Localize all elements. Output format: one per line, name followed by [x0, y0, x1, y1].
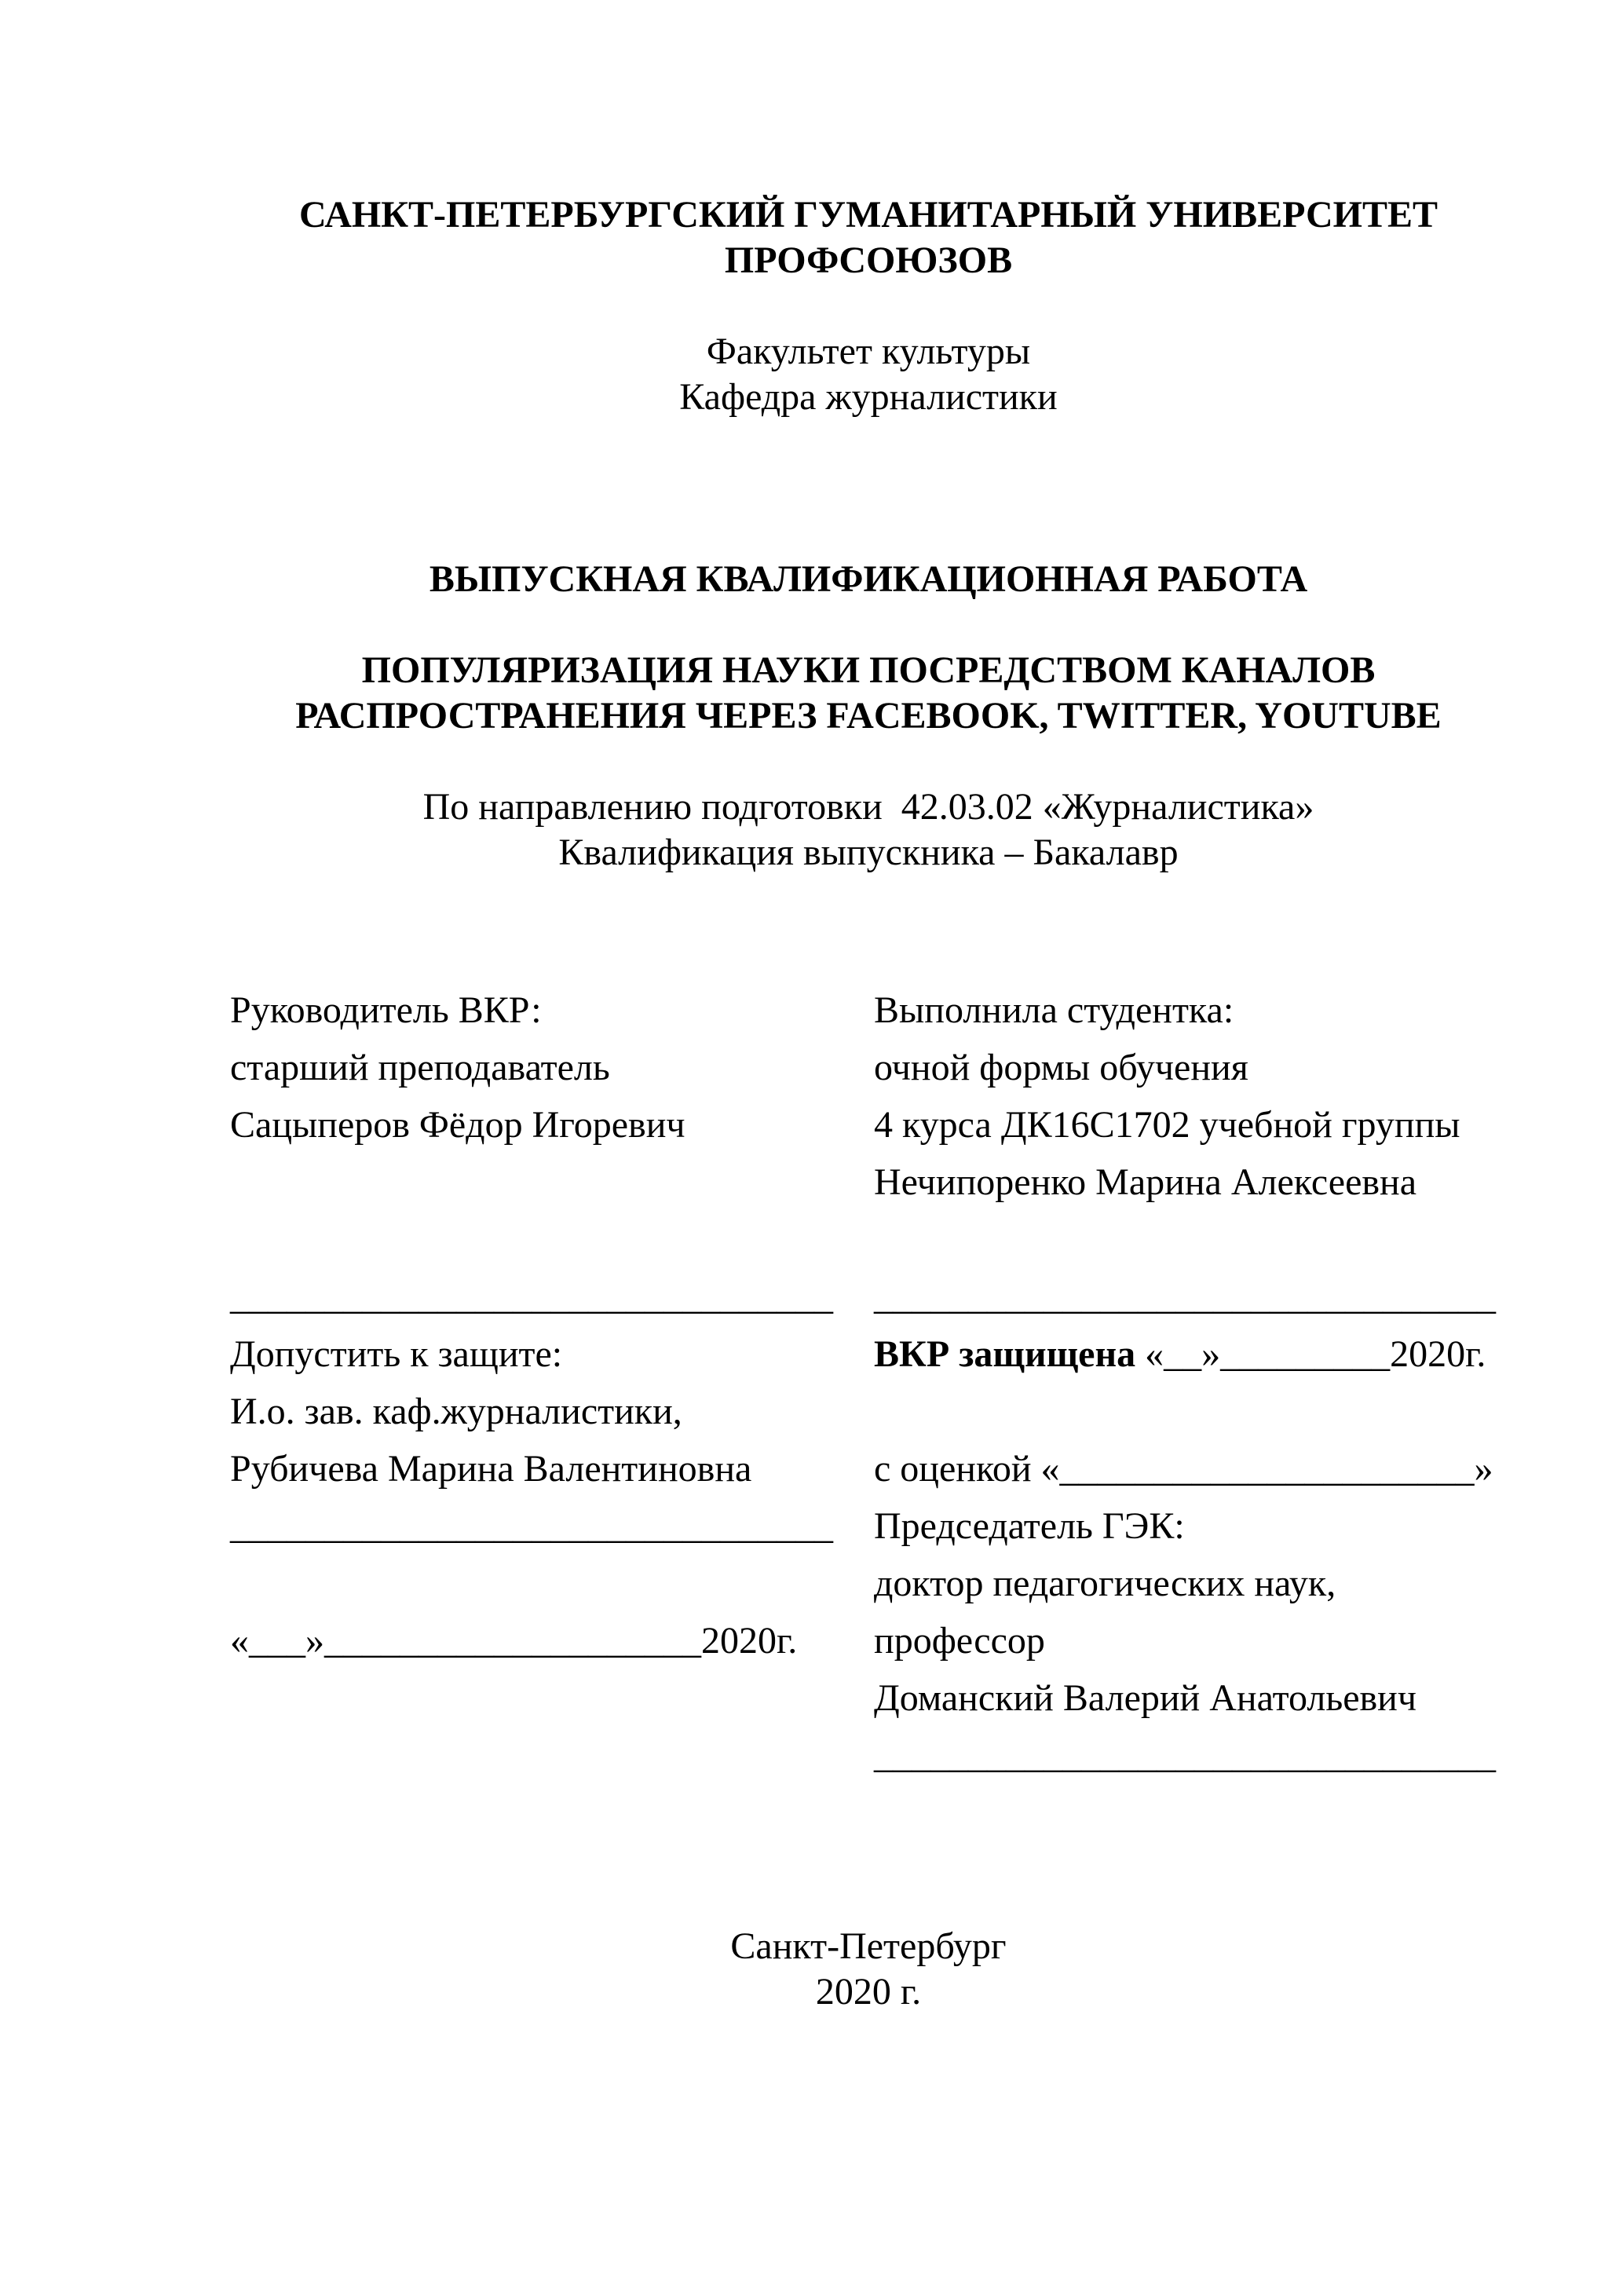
supervisor-position: старший преподаватель: [230, 1047, 610, 1088]
program-line: По направлению подготовки 42.03.02 «Журналистика»: [422, 786, 1314, 828]
spacer: [230, 1211, 843, 1268]
spacer: [230, 602, 1507, 648]
university-name-line2: ПРОФСОЮЗОВ: [724, 239, 1013, 281]
spacer: [230, 420, 1507, 557]
spacer: [230, 1555, 843, 1612]
student-name: Нечипоренко Марина Алексеевна: [874, 1161, 1417, 1203]
signatures-area: [230, 982, 1507, 1784]
admission-signature-line: ________________________________: [230, 1505, 833, 1547]
spacer: [230, 876, 1507, 982]
thesis-title-line2: РАСПРОСТРАНЕНИЯ ЧЕРЕЗ FACEBOOK, TWITTER, YOUTUBE: [295, 695, 1442, 737]
work-type-heading: ВЫПУСКНАЯ КВАЛИФИКАЦИОННАЯ РАБОТА: [429, 558, 1308, 600]
admission-name: Рубичева Марина Валентиновна: [230, 1448, 752, 1490]
student-group: 4 курса ДК16С1702 учебной группы: [874, 1104, 1460, 1146]
admission-position: И.о. зав. каф.журналистики,: [230, 1391, 682, 1432]
left-column: [230, 982, 843, 1669]
student-study-form: очной формы обучения: [874, 1047, 1248, 1088]
chairman-name: Доманский Валерий Анатольевич: [874, 1677, 1417, 1719]
chairman-signature-line: _________________________________: [874, 1735, 1496, 1776]
footer-block: [230, 1924, 1507, 2015]
defense-defended-date: «__»_________2020г.: [1135, 1333, 1486, 1375]
chairman-degree: доктор педагогических наук,: [874, 1563, 1336, 1604]
chairman-label: Председатель ГЭК:: [874, 1505, 1185, 1547]
spacer: [230, 283, 1507, 329]
qualification-line: Квалификация выпускника – Бакалавр: [558, 832, 1179, 873]
spacer: [230, 739, 1507, 784]
admission-date-line: «___»____________________2020г.: [230, 1620, 798, 1662]
university-header: [230, 192, 1507, 876]
university-name-line1: САНКТ-ПЕТЕРБУРГСКИЙ ГУМАНИТАРНЫЙ УНИВЕРСИТЕТ: [298, 194, 1438, 236]
admission-label: Допустить к защите:: [230, 1333, 563, 1375]
supervisor-name: Сацыперов Фёдор Игоревич: [230, 1104, 685, 1146]
supervisor-label: Руководитель ВКР:: [230, 989, 542, 1031]
footer-city: Санкт-Петербург: [730, 1925, 1007, 1967]
student-label: Выполнила студентка:: [874, 989, 1234, 1031]
spacer: [230, 1784, 1507, 1924]
faculty-name: Факультет культуры: [706, 331, 1031, 372]
defense-defended-label: ВКР защищена: [874, 1333, 1136, 1375]
spacer: [230, 1153, 843, 1211]
defense-date-row: [874, 1325, 1507, 1383]
spacer: [874, 1383, 1507, 1440]
spacer: [874, 1211, 1507, 1268]
thesis-title-line1: ПОПУЛЯРИЗАЦИЯ НАУКИ ПОСРЕДСТВОМ КАНАЛОВ: [361, 649, 1376, 691]
chairman-rank: профессор: [874, 1620, 1045, 1662]
footer-year: 2020 г.: [815, 1971, 922, 2013]
department-name: Кафедра журналистики: [679, 376, 1058, 418]
supervisor-signature-line: ________________________________: [230, 1276, 833, 1318]
student-signature-line: _________________________________: [874, 1276, 1496, 1318]
defense-grade-line: с оценкой «______________________»: [874, 1448, 1493, 1490]
right-column: [874, 982, 1507, 1784]
